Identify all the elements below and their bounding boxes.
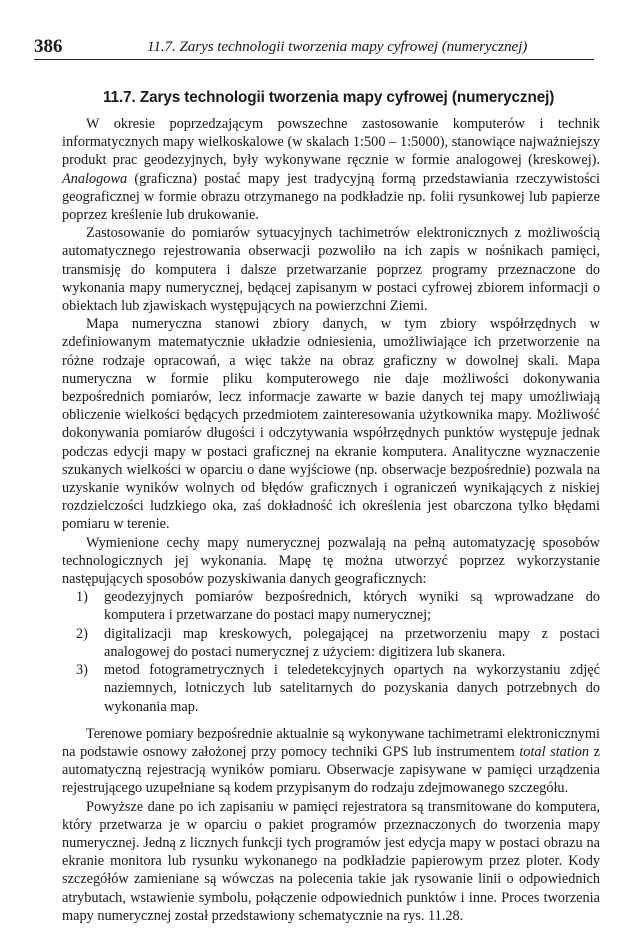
- list-item: [62, 588, 600, 624]
- paragraph: Powyższe dane po ich zapisaniu w pamięci rejestratora są transmitowane do komputera, który przetwarza je w oparciu o pakiet programów przeznaczonych do tworzenia mapy numerycznej. Jedną z licznych funkcji tych programów jest edycja mapy w postaci obrazu na ekranie monitora lub rysunku wykonanego na podkładzie papierowym przez ploter. Kody szczegółów zamieniane są wówczas na polecenia takie jak rysowanie linii o odpowiednich atrybutach, wstawienie symbolu, połączenie odpowiednich punktów i inne. Proces tworzenia mapy numerycznej został przedstawiony schematycznie na rys. 11.28.: [62, 798, 600, 924]
- list-item: [62, 661, 600, 716]
- section-title: 11.7. Zarys technologii tworzenia mapy cyfrowej (numerycznej): [103, 89, 555, 106]
- paragraph: Mapa numeryczna stanowi zbiory danych, w tym zbiory współrzędnych w zdefiniowanym matematycznie układzie odniesienia, umożliwiające ich przetworzenie na różne rodzaje opracowań, a więc także na obraz graficzny w dowolnej skali. Mapa numeryczna w formie pliku komputerowego nie daje możliwości dokonywania bezpośrednich pomiarów, lecz informacje zawarte w bazie danych tej mapy umożliwiają obliczenie wielkości będących przedmiotem zainteresowania użytkownika mapy. Możliwość dokonywania pomiarów długości i odczytywania współrzędnych punktów występuje jednak podczas edycji mapy w postaci graficznej na ekranie komputera. Analityczne wyznaczenie szukanych wielkości w oparciu o dane wyjściowe (np. obserwacje bezpośrednie) pozwala na uzyskanie wyników wolnych od błędów graficznych i ograniczeń wynikających z niskiej rozdzielczości ludzkiego oka, zaś dokładność ich określenia jest obarczona tylko błędami pomiaru w terenie.: [62, 316, 600, 533]
- paragraph: [62, 115, 600, 224]
- paragraph-text: Terenowe pomiary bezpośrednie aktualnie są wykonywane tachimetrami elektronicznymi na podstawie osnowy założonej przy pomocy techniki GPS lub instrumentem: [62, 725, 600, 760]
- paragraph: Zastosowanie do pomiarów sytuacyjnych tachimetrów elektronicznych z możliwością automatycznego rejestrowania obserwacji pozwoliło na ich zapis w nośnikach pamięci, transmisję do komputera i dalsze przetwarzanie poprzez programy przeznaczone do wykonania mapy numerycznej, będącej zapisanym w postaci cyfrowej zbiorem informacji o obiektach lub zjawiskach występujących na powierzchni Ziemi.: [62, 225, 600, 315]
- paragraph-text: (graficzna) postać mapy jest tradycyjną formą przedstawiania rzeczywistości geograficznej w formie obrazu otrzymanego na podkładzie np. folii rysunkowej lub papierze poprzez kreślenie lub drukowanie.: [62, 170, 600, 224]
- paragraph-text: W okresie poprzedzającym powszechne zastosowanie komputerów i technik informatycznych mapy wielkoskalowe (w skalach 1:500 – 1:5000), stanowiące najważniejszy produkt prac geodezyjnych, były wykonywane ręcznie w formie analogowej (kreskowej).: [62, 116, 600, 169]
- list-number: 2): [76, 625, 88, 642]
- emphasis-term: total station: [519, 743, 590, 760]
- list-number: 3): [76, 662, 88, 679]
- list-item-text: digitalizacji map kreskowych, polegającej na przetworzeniu mapy z postaci analogowej do postaci numerycznej z użyciem: digitizera lub skanera.: [104, 625, 600, 660]
- list-number: 1): [76, 589, 88, 606]
- list-item: [62, 625, 600, 661]
- page-number: 386: [34, 36, 63, 57]
- paragraph: [62, 725, 600, 798]
- list-item-text: geodezyjnych pomiarów bezpośrednich, których wyniki są wprowadzane do komputera i przetwarzane do postaci mapy numerycznej;: [104, 589, 600, 624]
- emphasis-term: Analogowa: [62, 170, 128, 187]
- paragraph: Wymienione cechy mapy numerycznej pozwalają na pełną automatyzację sposobów technologicznych jej wykonania. Mapę tę można utworzyć poprzez wykorzystanie następujących sposobów pozyskiwania danych geograficznych:: [62, 534, 600, 588]
- running-head: 11.7. Zarys technologii tworzenia mapy cyfrowej (numerycznej): [147, 38, 528, 55]
- header-rule: [34, 59, 594, 60]
- paragraph-text: z automatyczną rejestracją wyników pomiaru. Obserwacje zapisywane w pamięci urządzenia rejestrującego uzupełniane są kodem przypisanym do rodzaju zdejmowanego szczegółu.: [62, 743, 601, 797]
- numbered-list: [62, 588, 600, 715]
- list-item-text: metod fotogrametrycznych i teledetekcyjnych opartych na wykorzystaniu zdjęć naziemnych, lotniczych lub satelitarnych do pozyskania danych potrzebnych do wykonania map.: [104, 662, 600, 715]
- body-text: [62, 115, 600, 925]
- page-header: [34, 36, 594, 62]
